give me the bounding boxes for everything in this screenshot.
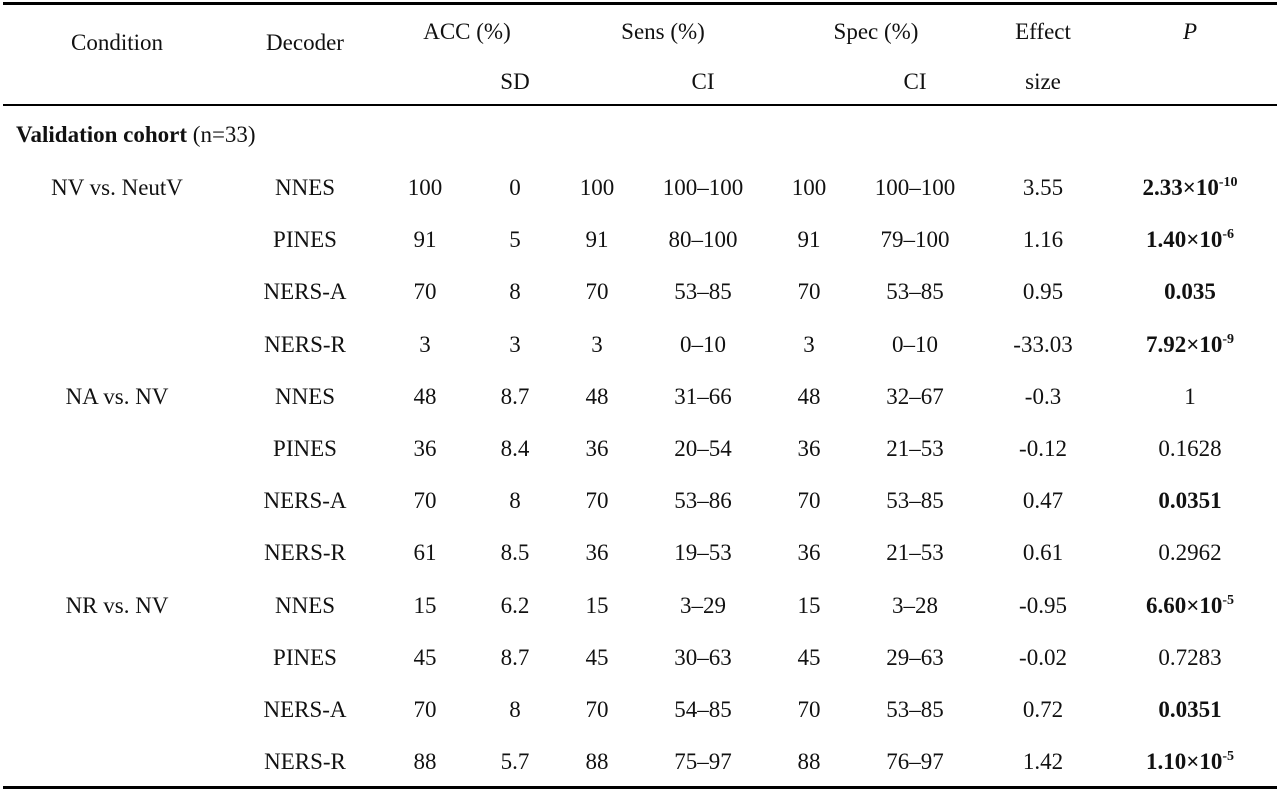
cell-effect: -0.95 — [1019, 592, 1067, 618]
cell-condition: NA vs. NV — [65, 383, 169, 409]
cell-acc: 15 — [413, 592, 437, 618]
cell-effect: -0.3 — [1024, 383, 1062, 409]
cell-effect: 1.42 — [1022, 749, 1064, 775]
p-value: 1 — [1184, 383, 1196, 409]
cell-sens-ci: 53–85 — [674, 279, 732, 305]
cell-effect: 1.16 — [1022, 227, 1064, 253]
cell-acc: 70 — [413, 279, 437, 305]
cell-p — [1164, 278, 1216, 306]
section-heading — [16, 121, 256, 149]
cell-sd: 8 — [509, 697, 521, 722]
cell-spec: 3 — [803, 331, 815, 357]
cell-sens: 3 — [591, 331, 603, 357]
cell-p — [1158, 435, 1221, 463]
p-value: 0.2962 — [1158, 540, 1222, 566]
cell-decoder: NERS-R — [264, 331, 346, 357]
cell-sens: 70 — [585, 697, 609, 722]
cell-sens: 15 — [585, 592, 609, 618]
cell-spec-ci: 100–100 — [874, 175, 956, 200]
cell-sens-ci: 3–29 — [680, 592, 726, 618]
cell-decoder: NERS-R — [264, 540, 346, 566]
cell-decoder: PINES — [273, 644, 337, 670]
cell-spec-ci: 53–85 — [886, 279, 944, 305]
p-value: 0.0351 — [1158, 488, 1222, 514]
cell-effect: -33.03 — [1013, 331, 1073, 357]
cell-sens-ci: 19–53 — [674, 540, 732, 566]
cell-sens-ci: 80–100 — [668, 227, 738, 253]
cell-sens-ci: 30–63 — [674, 644, 732, 670]
cell-decoder: NERS-A — [263, 279, 347, 305]
p-value: 2.33×10 — [1142, 175, 1219, 200]
cell-effect: -0.02 — [1019, 644, 1067, 670]
cell-spec: 45 — [797, 644, 821, 670]
header-effect-line1: Effect — [1015, 19, 1071, 44]
cell-sens: 36 — [585, 436, 609, 461]
cell-sd: 8.5 — [500, 540, 530, 566]
cell-sens-ci: 31–66 — [674, 383, 732, 409]
header-sens-ci: CI — [691, 69, 715, 94]
cell-acc: 70 — [413, 488, 437, 514]
p-value: 0.1628 — [1158, 436, 1222, 461]
table-top-rule — [3, 2, 1277, 5]
cell-sens: 70 — [585, 279, 609, 305]
p-exponent: -5 — [1222, 592, 1235, 608]
cell-decoder: NNES — [274, 175, 336, 200]
cell-acc: 3 — [419, 331, 431, 357]
cell-sens: 36 — [585, 540, 609, 566]
cell-spec: 36 — [797, 540, 821, 566]
cell-p — [1146, 226, 1234, 254]
header-decoder: Decoder — [266, 30, 344, 55]
cell-spec: 48 — [797, 383, 821, 409]
cell-sd: 8.7 — [500, 383, 530, 409]
cell-sd: 5.7 — [500, 749, 530, 775]
cell-effect: 0.95 — [1022, 279, 1064, 305]
p-value: 0.035 — [1164, 279, 1216, 305]
p-value: 1.40×10 — [1145, 227, 1223, 253]
cell-effect: 0.47 — [1022, 488, 1064, 514]
cell-decoder: NERS-A — [263, 697, 347, 722]
cell-acc: 88 — [413, 749, 437, 775]
cell-sens: 48 — [585, 383, 609, 409]
header-condition: Condition — [70, 30, 164, 55]
cell-spec-ci: 79–100 — [880, 227, 950, 253]
cell-spec-ci: 53–85 — [886, 697, 944, 722]
cell-acc: 36 — [413, 436, 437, 461]
p-value: 6.60×10 — [1145, 592, 1223, 618]
cell-p — [1158, 487, 1221, 515]
cell-sd: 8.4 — [500, 436, 530, 461]
cell-spec-ci: 3–28 — [892, 592, 938, 618]
cell-acc: 61 — [413, 540, 437, 566]
cell-effect: 0.61 — [1022, 540, 1064, 566]
cell-acc: 45 — [413, 644, 437, 670]
cell-decoder: PINES — [273, 227, 337, 253]
cell-spec: 70 — [797, 697, 821, 722]
cell-sens: 45 — [585, 644, 609, 670]
p-value: 1.10×10 — [1145, 749, 1223, 775]
cell-spec-ci: 76–97 — [886, 749, 944, 775]
p-value: 0.7283 — [1158, 644, 1222, 670]
cell-decoder: NNES — [274, 592, 336, 618]
cell-sens-ci: 100–100 — [662, 175, 744, 200]
cell-p — [1158, 539, 1221, 567]
cell-acc: 91 — [413, 227, 437, 253]
cell-effect: 3.55 — [1022, 175, 1064, 200]
table-bottom-rule — [3, 786, 1277, 789]
cell-sd: 0 — [509, 175, 521, 200]
cell-decoder: NERS-A — [263, 488, 347, 514]
cell-sd: 5 — [509, 227, 521, 253]
cell-condition: NR vs. NV — [65, 592, 169, 618]
cell-sens: 70 — [585, 488, 609, 514]
cell-sens-ci: 54–85 — [674, 697, 732, 722]
section-n: (n=33) — [192, 122, 256, 147]
cell-spec: 15 — [797, 592, 821, 618]
cell-sens-ci: 75–97 — [674, 749, 732, 775]
cell-sens-ci: 20–54 — [674, 436, 732, 461]
cell-spec-ci: 29–63 — [886, 644, 944, 670]
p-value: 7.92×10 — [1145, 331, 1223, 357]
cell-sens: 88 — [585, 749, 609, 775]
cell-acc: 48 — [413, 383, 437, 409]
p-exponent: -6 — [1222, 227, 1235, 243]
cell-acc: 100 — [407, 175, 443, 200]
cell-p — [1158, 644, 1221, 672]
cell-sens: 100 — [579, 175, 615, 200]
cell-sens-ci: 53–86 — [674, 488, 732, 514]
cell-spec-ci: 0–10 — [892, 331, 938, 357]
header-acc: ACC (%) — [423, 19, 511, 44]
header-spec: Spec (%) — [833, 19, 919, 44]
cell-sens-ci: 0–10 — [680, 331, 726, 357]
cell-acc: 70 — [413, 697, 437, 722]
header-effect-line2: size — [1025, 69, 1061, 94]
cell-p — [1142, 174, 1237, 202]
cell-p — [1146, 748, 1234, 776]
header-spec-ci: CI — [903, 69, 927, 94]
p-exponent: -5 — [1222, 749, 1235, 765]
cell-spec-ci: 21–53 — [886, 436, 944, 461]
p-exponent: -9 — [1222, 331, 1235, 347]
p-value: 0.0351 — [1158, 697, 1222, 722]
cell-spec: 88 — [797, 749, 821, 775]
header-sens: Sens (%) — [621, 19, 705, 44]
cell-spec: 36 — [797, 436, 821, 461]
cell-spec-ci: 53–85 — [886, 488, 944, 514]
header-sd: SD — [500, 69, 530, 94]
header-rule — [3, 104, 1277, 106]
cell-decoder: NNES — [274, 383, 336, 409]
cell-sd: 3 — [509, 331, 521, 357]
cell-spec-ci: 32–67 — [886, 383, 944, 409]
cell-p — [1146, 592, 1234, 620]
cell-spec: 70 — [797, 488, 821, 514]
cell-condition: NV vs. NeutV — [51, 175, 183, 200]
cell-spec: 100 — [791, 175, 827, 200]
cell-spec-ci: 21–53 — [886, 540, 944, 566]
cell-decoder: NERS-R — [264, 749, 346, 775]
cell-decoder: PINES — [273, 436, 337, 461]
cell-p — [1184, 383, 1196, 411]
header-p: P — [1182, 19, 1198, 44]
cell-sd: 8 — [509, 488, 521, 514]
cell-p — [1158, 696, 1221, 724]
cell-sd: 6.2 — [500, 592, 530, 618]
cell-sens: 91 — [585, 227, 609, 253]
section-title: Validation cohort — [16, 122, 188, 147]
cell-spec: 91 — [797, 227, 821, 253]
cell-effect: 0.72 — [1022, 697, 1064, 722]
cell-sd: 8.7 — [500, 644, 530, 670]
cell-p — [1146, 331, 1234, 359]
cell-sd: 8 — [509, 279, 521, 305]
cell-effect: -0.12 — [1019, 436, 1067, 461]
p-exponent: -10 — [1218, 175, 1238, 190]
cell-spec: 70 — [797, 279, 821, 305]
